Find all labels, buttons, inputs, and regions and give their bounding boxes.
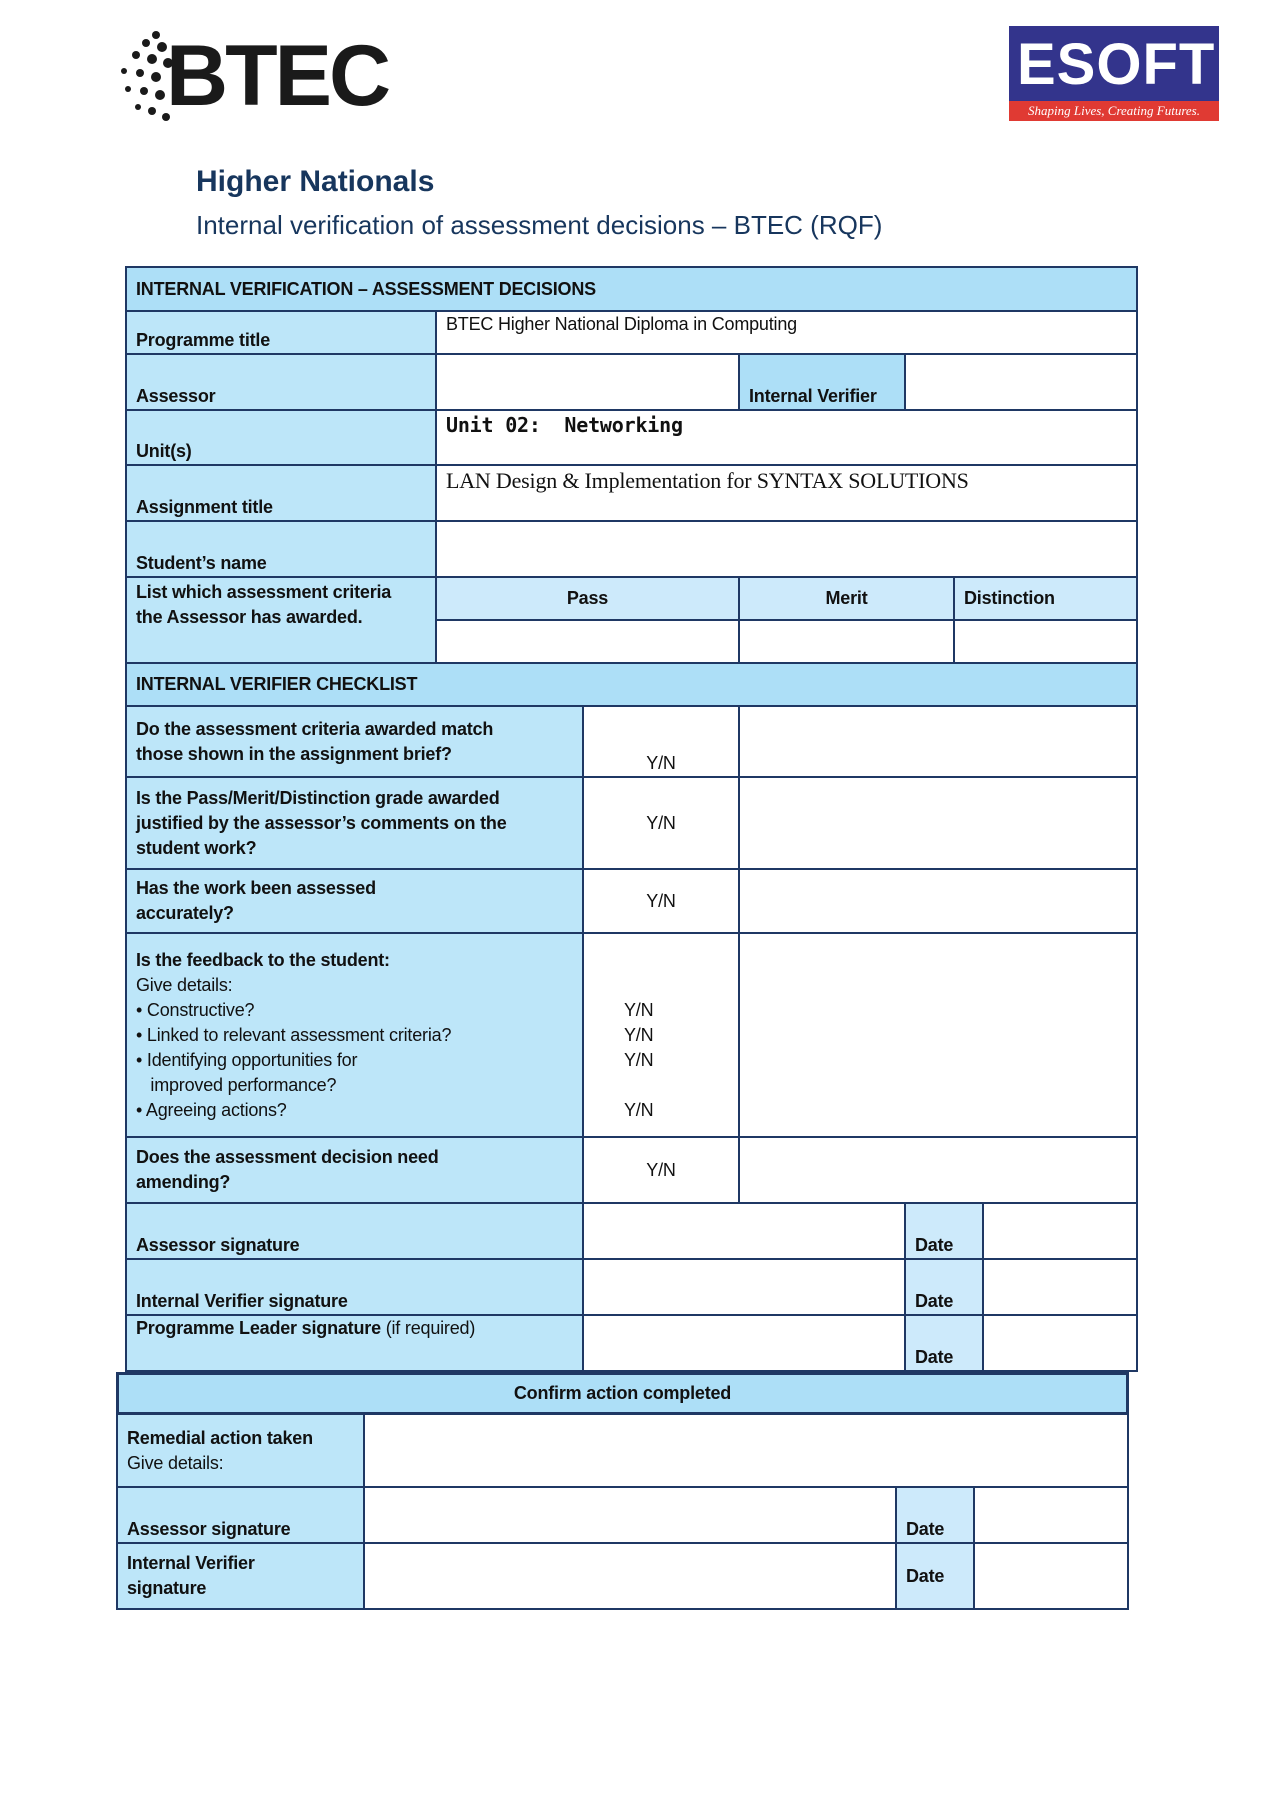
assessor-date-field[interactable] (982, 1202, 1138, 1260)
student-name-label: Student’s name (125, 520, 437, 578)
question-line: improved performance? (136, 1074, 337, 1095)
remedial-action-label (116, 1413, 365, 1488)
merit-header: Merit (738, 576, 955, 621)
programme-leader-signature-field[interactable] (582, 1314, 906, 1372)
iv-sig-line: Internal Verifier (127, 1553, 255, 1573)
esoft-tagline: Shaping Lives, Creating Futures. (1009, 101, 1219, 121)
assessor-signature-field[interactable] (582, 1202, 906, 1260)
question-line: Does the assessment decision need (136, 1147, 439, 1167)
pass-header: Pass (435, 576, 740, 621)
date-label: Date (895, 1542, 975, 1610)
checklist-heading: INTERNAL VERIFIER CHECKLIST (125, 662, 1138, 707)
assignment-title-field[interactable]: LAN Design & Implementation for SYNTAX SOLUTIONS (435, 464, 1138, 522)
iv-signature-field[interactable] (582, 1258, 906, 1316)
decisions-heading: INTERNAL VERIFICATION – ASSESSMENT DECISIONS (125, 266, 1138, 312)
question-feedback (125, 932, 584, 1138)
internal-verifier-label: Internal Verifier (738, 353, 906, 411)
date-label: Date (904, 1258, 984, 1316)
programme-leader-date-field[interactable] (982, 1314, 1138, 1372)
confirm-iv-date-field[interactable] (973, 1542, 1129, 1610)
confirm-iv-signature-field[interactable] (363, 1542, 897, 1610)
assessor-signature-label: Assessor signature (125, 1202, 584, 1260)
distinction-field[interactable] (953, 619, 1138, 664)
internal-verifier-field[interactable] (904, 353, 1138, 411)
criteria-label-line: List which assessment criteria (136, 582, 392, 602)
yn-feedback-column (582, 932, 740, 1138)
yn-constructive[interactable]: Y/N (624, 999, 654, 1020)
esoft-logo-text: ESOFT (1017, 32, 1216, 97)
units-field[interactable]: Unit 02: Networking (435, 409, 1138, 466)
date-label: Date (904, 1314, 984, 1372)
question-line: Is the Pass/Merit/Distinction grade awarded (136, 787, 500, 808)
yn-agreeing-actions[interactable]: Y/N (624, 1099, 654, 1120)
comment-criteria-match[interactable] (738, 705, 1138, 778)
question-line: Is the feedback to the student: (136, 949, 390, 970)
page-subtitle: Internal verification of assessment decisions – BTEC (RQF) (196, 210, 883, 240)
question-line: Has the work been assessed (136, 878, 376, 898)
date-label: Date (895, 1486, 975, 1544)
criteria-label (125, 576, 437, 664)
question-line: Do the assessment criteria awarded match (136, 718, 494, 739)
question-line: accurately? (136, 903, 234, 923)
question-line: • Constructive? (136, 999, 255, 1020)
iv-date-field[interactable] (982, 1258, 1138, 1316)
btec-logo-text: BTEC (166, 28, 389, 124)
yn-criteria-match[interactable]: Y/N (582, 705, 740, 778)
comment-feedback[interactable] (738, 932, 1138, 1138)
iv-sig-line: signature (127, 1578, 207, 1598)
yn-linked-criteria[interactable]: Y/N (624, 1024, 654, 1045)
question-line: Give details: (136, 974, 233, 995)
remedial-give-details: Give details: (127, 1452, 224, 1473)
assignment-title-label: Assignment title (125, 464, 437, 522)
student-name-field[interactable] (435, 520, 1138, 578)
remedial-action-field[interactable] (363, 1413, 1129, 1488)
yn-grade-justified[interactable]: Y/N (582, 776, 740, 870)
remedial-title: Remedial action taken (127, 1427, 313, 1448)
assessor-label: Assessor (125, 353, 437, 411)
question-line: justified by the assessor’s comments on the (136, 812, 507, 833)
esoft-logo (1009, 26, 1219, 121)
pl-sig-text: Programme Leader signature (136, 1318, 381, 1338)
question-line: • Identifying opportunities for (136, 1049, 358, 1070)
confirm-assessor-date-field[interactable] (973, 1486, 1129, 1544)
yn-amending[interactable]: Y/N (582, 1136, 740, 1204)
comment-grade-justified[interactable] (738, 776, 1138, 870)
confirm-assessor-signature-field[interactable] (363, 1486, 897, 1544)
comment-amending[interactable] (738, 1136, 1138, 1204)
assessor-field[interactable] (435, 353, 740, 411)
comment-assessed-accurately[interactable] (738, 868, 1138, 934)
page-title: Higher Nationals (196, 165, 435, 198)
programme-title-field[interactable]: BTEC Higher National Diploma in Computing (435, 310, 1138, 355)
programme-leader-signature-label (125, 1314, 584, 1372)
programme-title-label: Programme title (125, 310, 437, 355)
units-label: Unit(s) (125, 409, 437, 466)
btec-logo (116, 28, 389, 124)
merit-field[interactable] (738, 619, 955, 664)
criteria-label-line: the Assessor has awarded. (136, 607, 363, 627)
question-grade-justified (125, 776, 584, 870)
question-amending (125, 1136, 584, 1204)
question-line: amending? (136, 1172, 231, 1192)
question-assessed-accurately (125, 868, 584, 934)
pass-field[interactable] (435, 619, 740, 664)
question-line: student work? (136, 837, 257, 858)
question-line: those shown in the assignment brief? (136, 743, 452, 764)
pl-sig-note: (if required) (385, 1318, 476, 1338)
yn-opportunities[interactable]: Y/N (624, 1049, 654, 1070)
yn-assessed-accurately[interactable]: Y/N (582, 868, 740, 934)
question-line: • Agreeing actions? (136, 1099, 287, 1120)
question-line: • Linked to relevant assessment criteria? (136, 1024, 452, 1045)
confirm-heading: Confirm action completed (116, 1372, 1129, 1415)
question-criteria-match (125, 705, 584, 778)
confirm-iv-signature-label (116, 1542, 365, 1610)
distinction-header: Distinction (953, 576, 1138, 621)
confirm-assessor-signature-label: Assessor signature (116, 1486, 365, 1544)
date-label: Date (904, 1202, 984, 1260)
iv-signature-label: Internal Verifier signature (125, 1258, 584, 1316)
